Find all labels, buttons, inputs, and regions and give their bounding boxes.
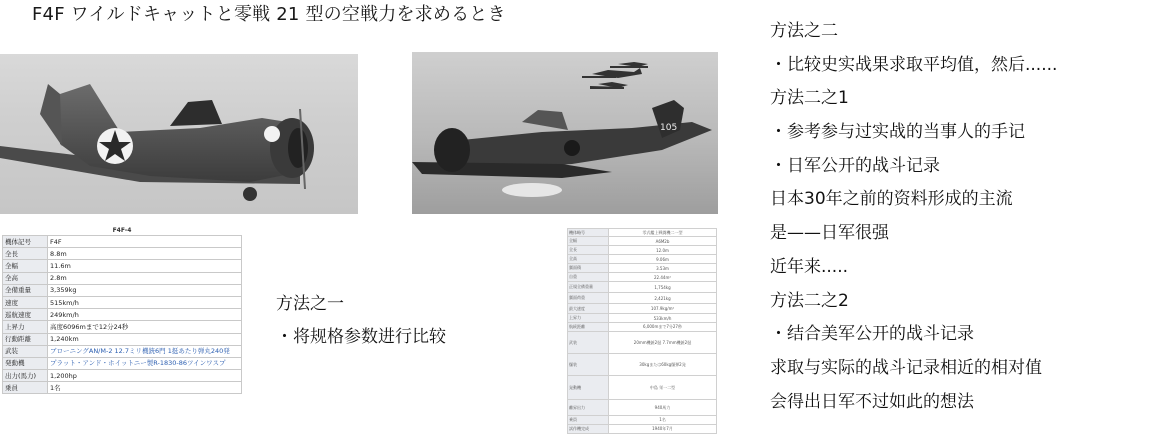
spec-value: 249km/h — [48, 309, 242, 321]
spec-row — [3, 284, 242, 296]
spec-value: 1,240km — [48, 333, 242, 345]
method1-item: ・将规格参数进行比较 — [276, 327, 446, 347]
spec-row — [568, 246, 717, 255]
spec-value: 6,000mまで7分27秒 — [609, 323, 717, 332]
spec-row — [3, 260, 242, 272]
spec-key: 乗員 — [568, 416, 609, 425]
right-text-line: 方法之二 — [770, 21, 838, 41]
spec-value: 1,200hp — [48, 370, 242, 382]
spec-key: 武装 — [568, 332, 609, 354]
method1-heading: 方法之一 — [276, 294, 344, 314]
right-text-line: ・结合美军公开的战斗记录 — [770, 324, 974, 345]
spec-key: 速度 — [3, 296, 48, 308]
spec-value: 高度6096mまで12分24秒 — [48, 321, 242, 333]
spec-key: 全幅 — [568, 237, 609, 246]
spec-row — [568, 273, 717, 282]
spec-key: 爆装 — [568, 354, 609, 376]
spec-row — [568, 354, 717, 376]
right-text-line: ・比较史实战果求取平均值，然后...... — [770, 54, 1058, 75]
spec-row — [568, 255, 717, 264]
spec-value: 940馬力 — [609, 400, 717, 416]
spec-key: 乗員 — [3, 382, 48, 394]
spec-key: 自重 — [568, 273, 609, 282]
spec-value: 2.8m — [48, 272, 242, 284]
zero-spec-table — [567, 228, 717, 431]
right-text-line: ・日军公开的战斗记录 — [770, 155, 940, 176]
right-text-line: 方法二之2 — [770, 290, 849, 311]
spec-value: 2,421kg — [609, 293, 717, 304]
spec-row — [568, 416, 717, 425]
spec-value: 107.9kg/m² — [609, 304, 717, 314]
spec-key: 発動機 — [568, 376, 609, 400]
spec-value: 中島 栄一二型 — [609, 376, 717, 400]
spec-key: 出力(馬力) — [3, 370, 48, 382]
spec-key: 航続距離 — [568, 323, 609, 332]
right-text-line: 日本30年之前的资料形成的主流 — [770, 189, 1013, 210]
spec-key: 発動機 — [3, 357, 48, 369]
spec-value: A6M2b — [609, 237, 717, 246]
spec-value: 9.06m — [609, 255, 717, 264]
spec-key: 全高 — [568, 255, 609, 264]
spec-key: 翼面積 — [568, 264, 609, 273]
spec-row — [3, 321, 242, 333]
spec-row — [3, 309, 242, 321]
spec-key: 試作機完成 — [568, 425, 609, 434]
spec-row — [3, 236, 242, 248]
f4f-plane-illustration — [0, 54, 358, 214]
spec-row — [568, 425, 717, 434]
spec-row — [3, 272, 242, 284]
spec-value: 零式艦上戦闘機二一型 — [609, 229, 717, 237]
spec-key: 全高 — [3, 272, 48, 284]
spec-key: 全幅 — [3, 260, 48, 272]
spec-value: 22.44m² — [609, 273, 717, 282]
spec-key: 機体略号 — [568, 229, 609, 237]
spec-value: 11.6m — [48, 260, 242, 272]
spec-row — [3, 248, 242, 260]
spec-key: 巡航速度 — [3, 309, 48, 321]
spec-value: 1940年7月 — [609, 425, 717, 434]
spec-key: 上昇力 — [568, 314, 609, 323]
spec-value: F4F — [48, 236, 242, 248]
spec-value: 30kgまたは60kg爆弾2発 — [609, 354, 717, 376]
spec-row — [568, 237, 717, 246]
spec-row — [3, 296, 242, 308]
spec-row — [3, 333, 242, 345]
spec-value: 533km/h — [609, 314, 717, 323]
right-text-line: 是——日军很强 — [770, 223, 889, 244]
spec-key: 全長 — [568, 246, 609, 255]
tail-code: 105 — [660, 123, 678, 133]
page-title: F4F ワイルドキャットと零戦 21 型の空戦力を求めるとき — [32, 4, 506, 25]
spec-row — [3, 370, 242, 382]
spec-value: 3,359kg — [48, 284, 242, 296]
right-text-line: 方法二之1 — [770, 88, 849, 109]
spec-key: 機体記号 — [3, 236, 48, 248]
spec-value: 8.8m — [48, 248, 242, 260]
spec-value: 12.0m — [609, 246, 717, 255]
spec-row — [3, 357, 242, 369]
spec-key: 離昇出力 — [568, 400, 609, 416]
spec-row — [568, 304, 717, 314]
spec-value: 1名 — [609, 416, 717, 425]
spec-key: 上昇力 — [3, 321, 48, 333]
spec-value[interactable]: ブローニングAN/M-2 12.7ミリ機銃6門 1挺あたり弾丸240発 — [48, 345, 242, 357]
zero-plane-illustration — [412, 52, 718, 214]
spec-key: 全備重量 — [3, 284, 48, 296]
zero-fighter-photo — [412, 52, 718, 214]
spec-row — [568, 282, 717, 293]
spec-key: 翼面荷重 — [568, 293, 609, 304]
spec-key: 全長 — [3, 248, 48, 260]
spec-value[interactable]: プラット・アンド・ホイットニー製R-1830-86ツインワスプ — [48, 357, 242, 369]
spec-value: 515km/h — [48, 296, 242, 308]
right-column-text — [770, 20, 1057, 424]
spec-value: 1,754kg — [609, 282, 717, 293]
spec-row — [568, 332, 717, 354]
spec-row — [568, 229, 717, 237]
spec-row — [568, 400, 717, 416]
spec-key: 最大速度 — [568, 304, 609, 314]
spec-row — [568, 376, 717, 400]
spec-row — [3, 382, 242, 394]
f4f-wildcat-photo — [0, 54, 358, 214]
right-text-line: 会得出日军不过如此的想法 — [770, 391, 974, 412]
f4f-spec-caption: F4F-4 — [112, 227, 132, 234]
spec-key: 正規全備重量 — [568, 282, 609, 293]
spec-row — [568, 314, 717, 323]
spec-value: 1名 — [48, 382, 242, 394]
spec-row — [568, 323, 717, 332]
right-text-line: 求取与实际的战斗记录相近的相对值 — [770, 357, 1042, 378]
spec-value: 20mm機銃2挺 7.7mm機銃2挺 — [609, 332, 717, 354]
spec-key: 行動距離 — [3, 333, 48, 345]
f4f-spec-table — [2, 226, 242, 394]
right-text-line: ・参考参与过实战的当事人的手记 — [770, 122, 1025, 143]
spec-row — [568, 293, 717, 304]
spec-value: 3.53m — [609, 264, 717, 273]
spec-row — [568, 264, 717, 273]
spec-row — [3, 345, 242, 357]
spec-key: 武装 — [3, 345, 48, 357]
right-text-line: 近年来..... — [770, 256, 849, 277]
